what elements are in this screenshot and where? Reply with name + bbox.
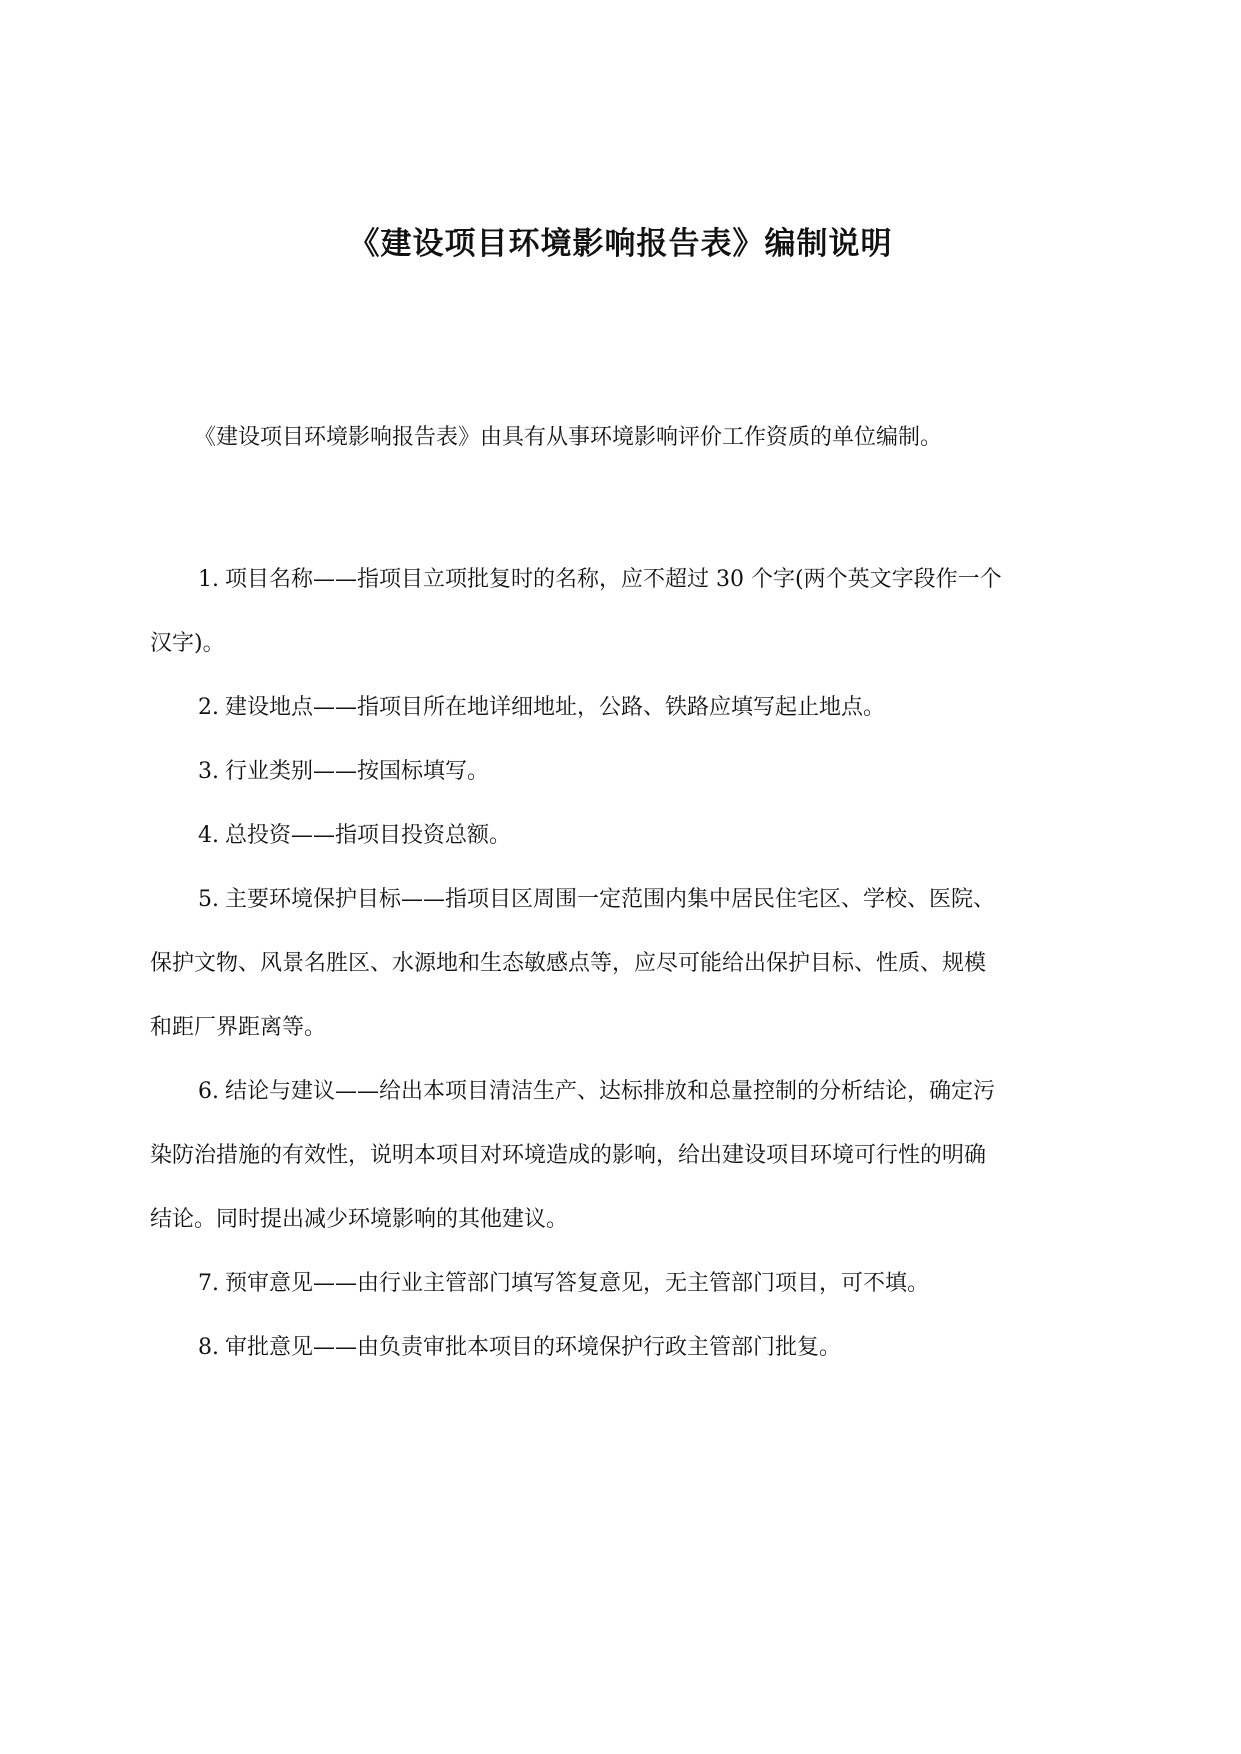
- list-item-line: 保护文物、风景名胜区、水源地和生态敏感点等，应尽可能给出保护目标、性质、规模: [150, 951, 987, 976]
- list-item-1: [150, 548, 1100, 676]
- list-item-8: [150, 1316, 1100, 1380]
- item-number: 3.: [198, 759, 219, 784]
- item-text: 审批意见——由负责审批本项目的环境保护行政主管部门批复。: [225, 1335, 842, 1360]
- list-item-line: [150, 548, 1100, 612]
- list-item-line: [150, 1316, 1100, 1380]
- list-item-3: [150, 740, 1100, 804]
- item-text: 行业类别——按国标填写。: [225, 759, 490, 784]
- list-item-line: 染防治措施的有效性，说明本项目对环境造成的影响，给出建设项目环境可行性的明确: [150, 1143, 987, 1168]
- intro-paragraph: 《建设项目环境影响报告表》由具有从事环境影响评价工作资质的单位编制。: [194, 425, 943, 450]
- list-item-4: [150, 804, 1100, 868]
- item-number: 1.: [198, 567, 219, 592]
- item-number: 6.: [198, 1079, 219, 1104]
- list-item-2: [150, 676, 1100, 740]
- list-item-line: [150, 804, 1100, 868]
- item-number: 4.: [198, 823, 219, 848]
- list-item-line: [150, 740, 1100, 804]
- item-text: 建设地点——指项目所在地详细地址，公路、铁路应填写起止地点。: [225, 695, 886, 720]
- list-item-6: [150, 1060, 1100, 1252]
- item-text: 主要环境保护目标——指项目区周围一定范围内集中居民住宅区、学校、医院、: [225, 887, 996, 912]
- item-number: 8.: [198, 1335, 219, 1360]
- item-text: 预审意见——由行业主管部门填写答复意见，无主管部门项目，可不填。: [225, 1271, 930, 1296]
- list-item-line: [150, 676, 1100, 740]
- list-item-line: [150, 868, 1100, 932]
- list-item-5: [150, 868, 1100, 1060]
- list-item-line: 和距厂界距离等。: [150, 1015, 327, 1040]
- document-title: 《建设项目环境影响报告表》编制说明: [348, 226, 893, 262]
- list-item-7: [150, 1252, 1100, 1316]
- item-number: 5.: [198, 887, 219, 912]
- item-text: 项目名称——指项目立项批复时的名称，应不超过 30 个字(两个英文字段作一个: [225, 567, 1002, 592]
- item-number: 2.: [198, 695, 219, 720]
- list-item-line: 结论。同时提出减少环境影响的其他建议。: [150, 1207, 569, 1232]
- item-text: 总投资——指项目投资总额。: [225, 823, 512, 848]
- instruction-list: [150, 548, 1100, 1380]
- list-item-line: [150, 1252, 1100, 1316]
- list-item-line: 汉字)。: [150, 631, 225, 656]
- item-text: 结论与建议——给出本项目清洁生产、达标排放和总量控制的分析结论，确定污: [225, 1079, 996, 1104]
- list-item-line: [150, 1060, 1100, 1124]
- item-number: 7.: [198, 1271, 219, 1296]
